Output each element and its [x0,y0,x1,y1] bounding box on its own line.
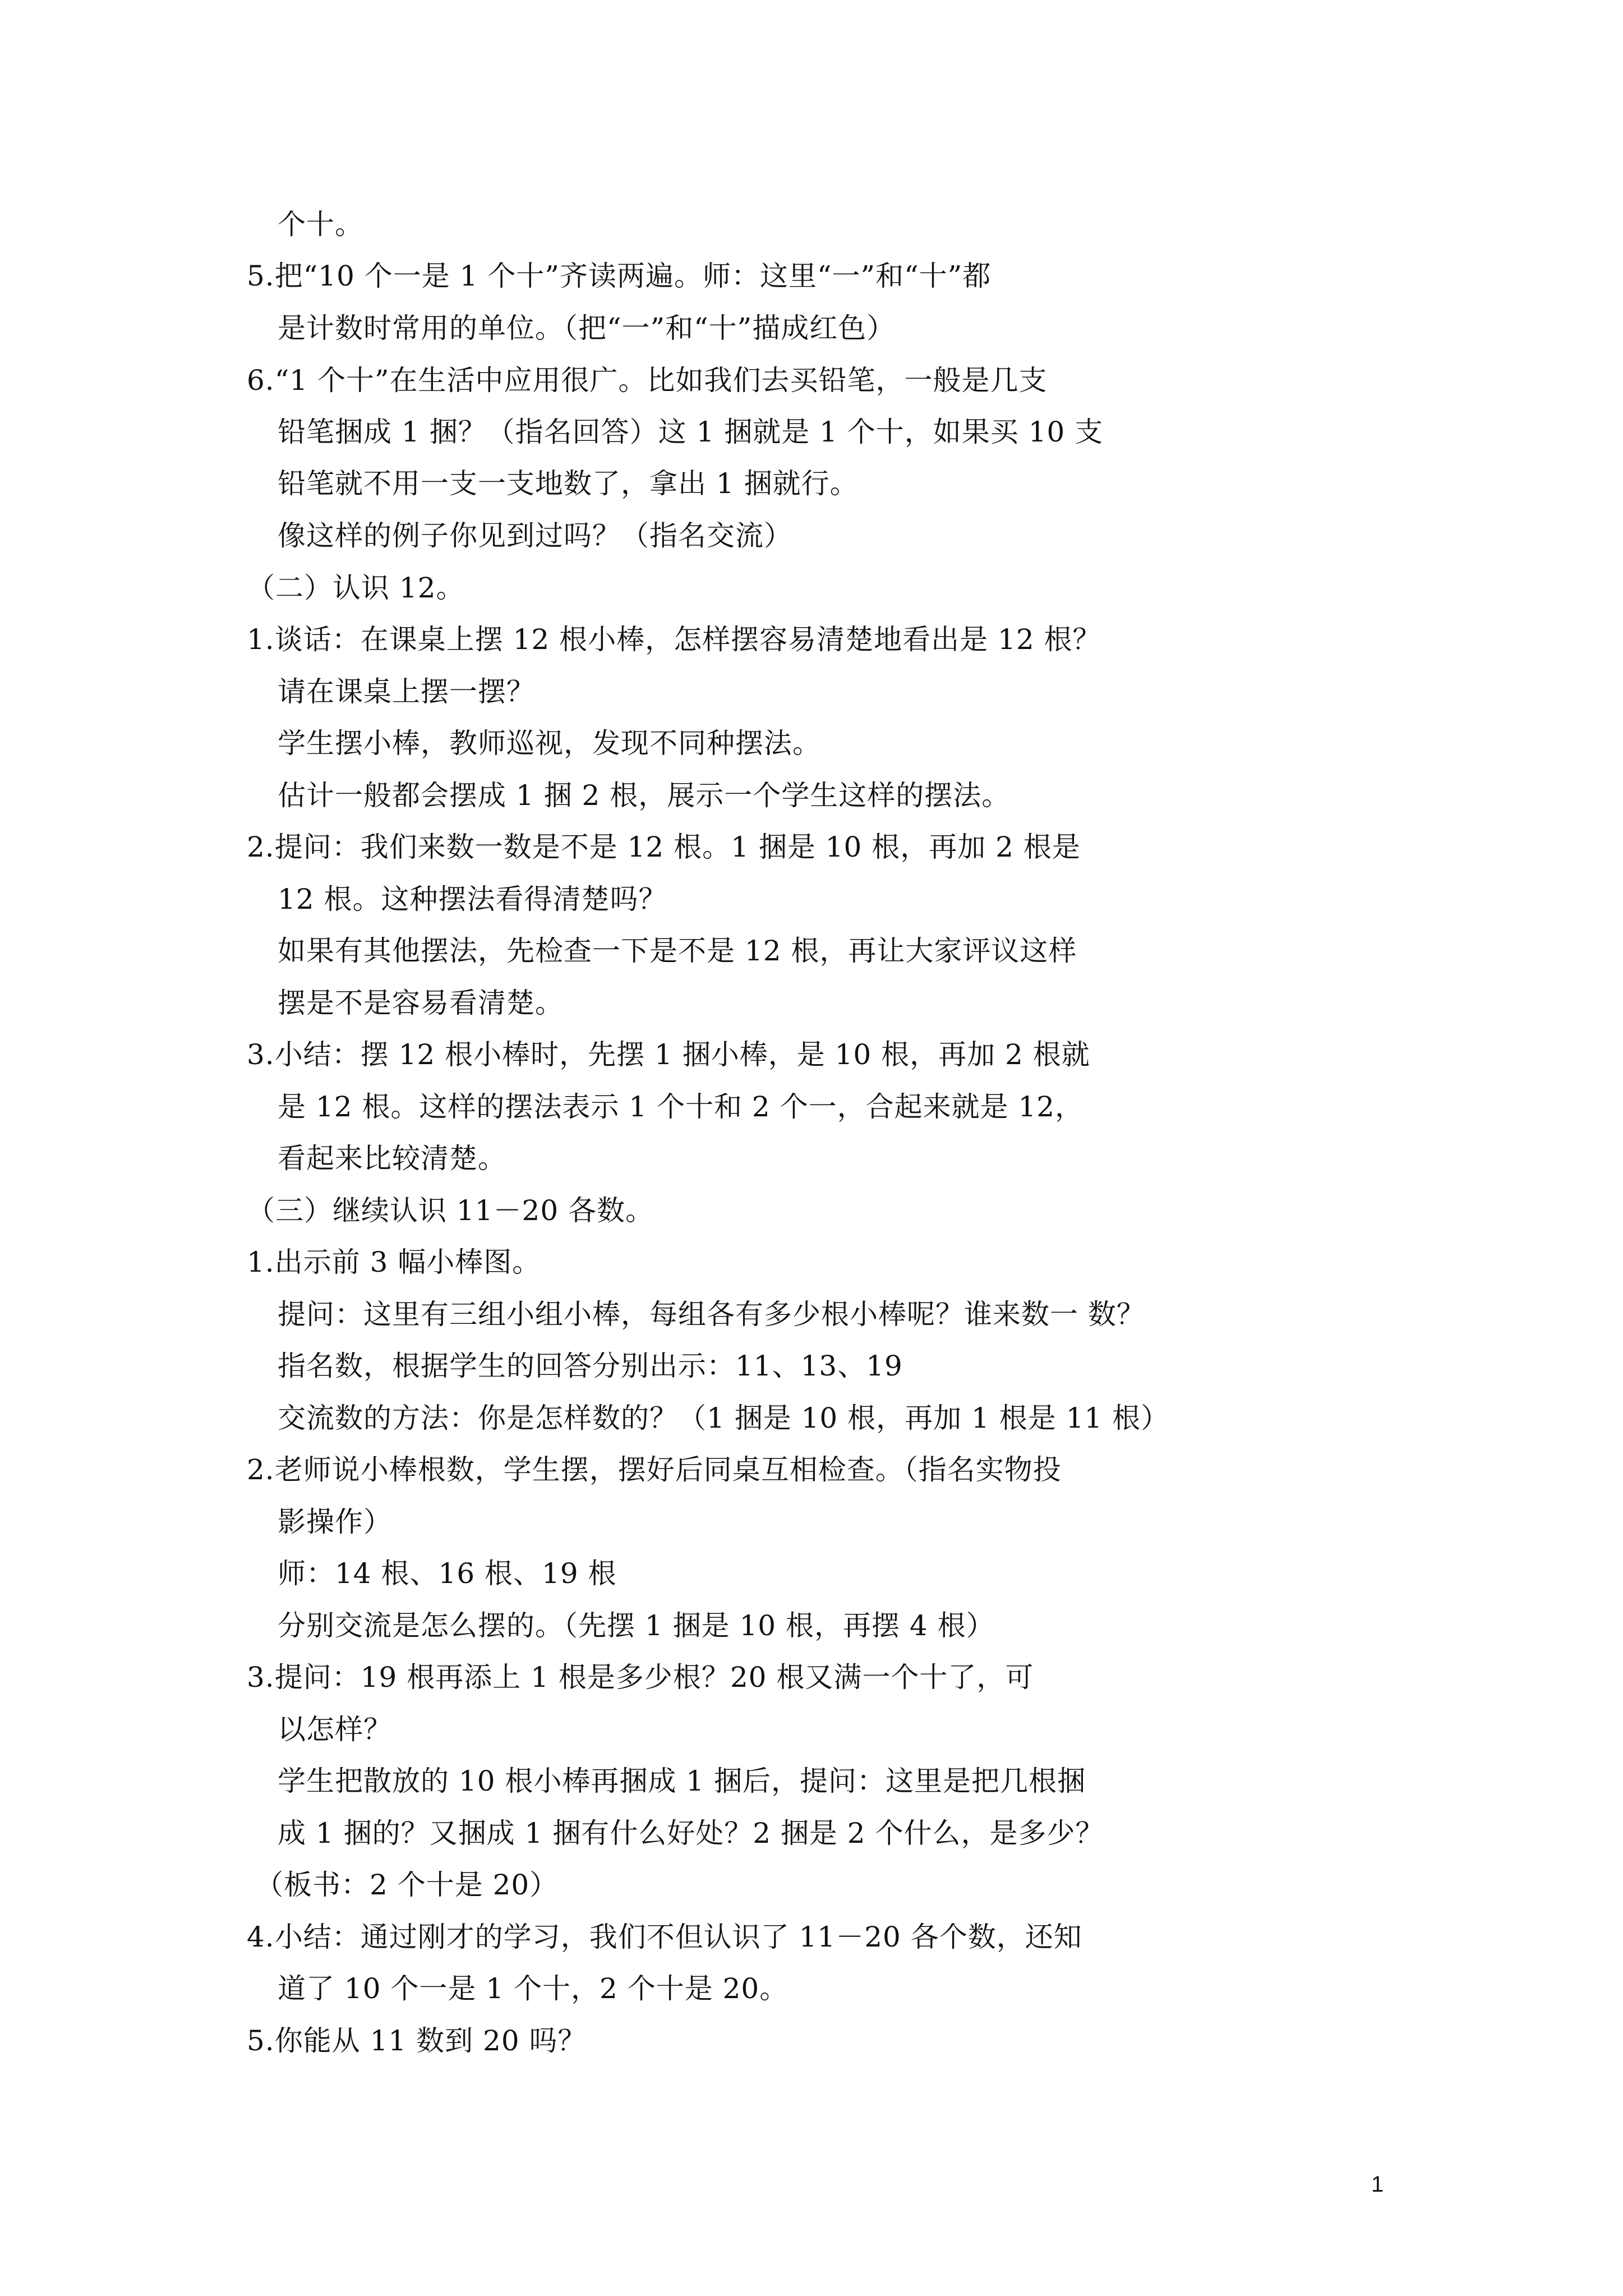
text-line: 以怎样？ [278,1713,392,1746]
text-line: 成 1 捆的？又捆成 1 捆有什么好处？2 捆是 2 个什么，是多少？ [278,1817,1104,1849]
text-line: 6.“1 个十”在生活中应用很广。比如我们去买铅笔，一般是几支 [247,364,1048,397]
text-line: 5.你能从 11 数到 20 吗？ [247,2024,587,2057]
text-line: 1.出示前 3 幅小棒图。 [247,1246,541,1278]
text-line: 像这样的例子你见到过吗？（指名交流） [278,519,792,552]
text-line: 请在课桌上摆一摆？ [278,675,535,708]
text-line: 摆是不是容易看清楚。 [278,987,564,1019]
section-heading: （二）认识 12。 [247,572,465,604]
text-line: 是计数时常用的单位。（把“一”和“十”描成红色） [278,312,896,344]
text-line: 提问：这里有三组小组小棒，每组各有多少根小棒呢？谁来数一 数？ [278,1298,1145,1331]
text-line: 道了 10 个一是 1 个十，2 个十是 20。 [278,1972,789,2005]
text-line: 1.谈话：在课桌上摆 12 根小棒，怎样摆容易清楚地看出是 12 根？ [247,623,1101,656]
text-line: 3.小结：摆 12 根小棒时，先摆 1 捆小棒，是 10 根，再加 2 根就 [247,1038,1090,1071]
text-line: 指名数，根据学生的回答分别出示：11、13、19 [278,1350,903,1382]
text-line: 学生摆小棒，教师巡视，发现不同种摆法。 [278,727,821,760]
text-line: 交流数的方法：你是怎样数的？（1 捆是 10 根，再加 1 根是 11 根） [278,1402,1170,1434]
text-line: 影操作） [278,1506,392,1538]
text-line: 分别交流是怎么摆的。（先摆 1 捆是 10 根，再摆 4 根） [278,1609,995,1642]
text-line: 铅笔就不用一支一支地数了，拿出 1 捆就行。 [278,467,859,500]
text-line: 12 根。这种摆法看得清楚吗？ [278,883,667,915]
text-line: 5.把“10 个一是 1 个十”齐读两遍。师：这里“一”和“十”都 [247,260,992,292]
text-line: 2.提问：我们来数一数是不是 12 根。1 捆是 10 根，再加 2 根是 [247,831,1081,863]
text-line: 2.老师说小棒根数，学生摆，摆好后同桌互相检查。（指名实物投 [247,1453,1062,1486]
text-line: 铅笔捆成 1 捆？（指名回答）这 1 捆就是 1 个十，如果买 10 支 [278,416,1104,448]
text-line: 估计一般都会摆成 1 捆 2 根，展示一个学生这样的摆法。 [278,779,1011,812]
text-line: 4.小结：通过刚才的学习，我们不但认识了 11－20 各个数，还知 [247,1921,1082,1953]
text-line: 学生把散放的 10 根小棒再捆成 1 捆后，提问：这里是把几根捆 [278,1765,1086,1797]
section-heading: （三）继续认识 11－20 各数。 [247,1194,654,1227]
text-line: 看起来比较清楚。 [278,1142,506,1175]
page-number: 1 [1371,2172,1384,2197]
text-line: 如果有其他摆法，先检查一下是不是 12 根，再让大家评议这样 [278,935,1077,967]
text-line: 是 12 根。这样的摆法表示 1 个十和 2 个一，合起来就是 12， [278,1091,1084,1123]
text-line: 个十。 [278,208,363,241]
text-line: （板书：2 个十是 20） [255,1869,559,1901]
text-line: 3.提问：19 根再添上 1 根是多少根？20 根又满一个十了，可 [247,1661,1034,1694]
text-line: 师：14 根、16 根、19 根 [278,1557,617,1590]
